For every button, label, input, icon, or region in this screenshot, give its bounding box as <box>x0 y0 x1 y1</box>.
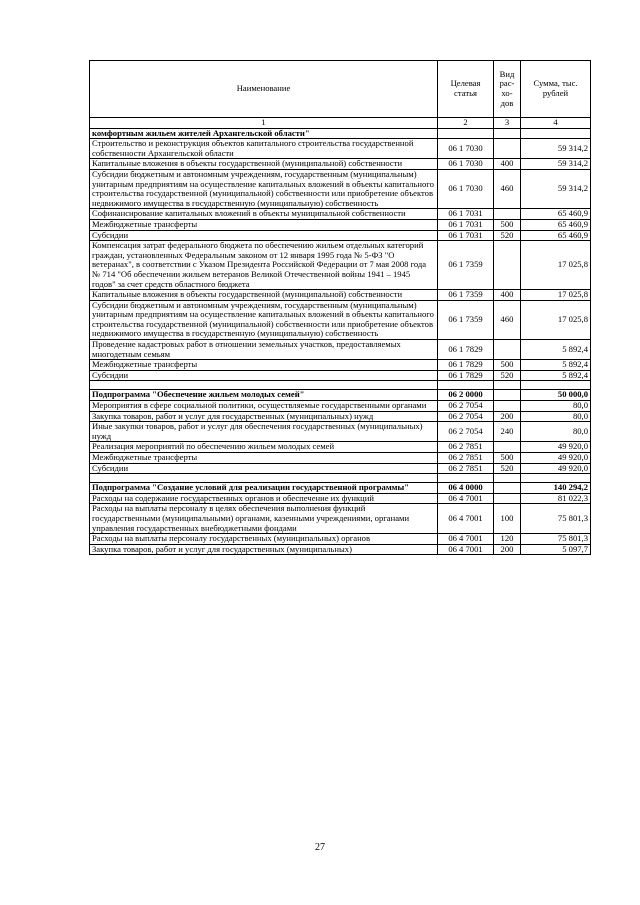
header-vid: Вид рас-хо-дов <box>494 61 521 118</box>
empty-cell <box>494 381 521 390</box>
name-cell: Субсидии <box>90 463 438 474</box>
sum-cell: 50 000,0 <box>521 390 591 401</box>
name-cell: комфортным жильем жителей Архангельской области" <box>90 128 438 139</box>
table-row <box>90 534 591 545</box>
name-cell: Закупка товаров, работ и услуг для государственных (муниципальных) нужд <box>90 411 438 422</box>
vid-cell: 520 <box>494 230 521 241</box>
sum-cell: 75 801,3 <box>521 504 591 534</box>
code-cell: 06 1 7829 <box>438 370 494 381</box>
name-cell: Подпрограмма "Обеспечение жильем молодых семей" <box>90 390 438 401</box>
table-row <box>90 159 591 170</box>
code-cell: 06 2 7851 <box>438 463 494 474</box>
code-cell: 06 1 7030 <box>438 139 494 159</box>
code-cell: 06 4 7001 <box>438 504 494 534</box>
column-number: 2 <box>438 118 494 129</box>
name-cell: Субсидии бюджетным и автономным учреждениям, государственным (муниципальным) унитарным предприятиям на осуществление капитальных вложений в объекты капитального строительства государственной (муниципальной) собственности или приобретение объектов недвижимого имущества в государственную (муниципальную) собственность <box>90 300 438 339</box>
code-cell: 06 1 7829 <box>438 340 494 360</box>
sum-cell: 5 097,7 <box>521 544 591 555</box>
vid-cell <box>494 139 521 159</box>
table-row <box>90 483 591 494</box>
name-cell: Мероприятия в сфере социальной политики, осуществляемые государственными органами <box>90 401 438 412</box>
name-cell: Закупка товаров, работ и услуг для государственных (муниципальных) <box>90 544 438 555</box>
vid-cell: 200 <box>494 544 521 555</box>
code-cell: 06 1 7030 <box>438 159 494 170</box>
table-row <box>90 209 591 220</box>
sum-cell: 75 801,3 <box>521 534 591 545</box>
sum-cell: 59 314,2 <box>521 169 591 208</box>
vid-cell: 120 <box>494 534 521 545</box>
table-header-row <box>90 61 591 118</box>
code-cell: 06 2 7054 <box>438 411 494 422</box>
vid-cell: 500 <box>494 453 521 464</box>
sum-cell <box>521 128 591 139</box>
name-cell: Подпрограмма "Создание условий для реализации государственной программы" <box>90 483 438 494</box>
name-cell: Субсидии <box>90 230 438 241</box>
vid-cell: 400 <box>494 290 521 301</box>
sum-cell: 59 314,2 <box>521 159 591 170</box>
name-cell: Расходы на выплаты персоналу в целях обеспечения выполнения функций государственными (муниципальными) органами, казенными учреждениями, органами управления государственных внебюджетными фондами <box>90 504 438 534</box>
table-row <box>90 139 591 159</box>
sum-cell: 65 460,9 <box>521 230 591 241</box>
vid-cell <box>494 442 521 453</box>
table-row <box>90 463 591 474</box>
sum-cell: 49 920,0 <box>521 453 591 464</box>
table-row <box>90 300 591 339</box>
table-row <box>90 340 591 360</box>
code-cell: 06 1 7359 <box>438 300 494 339</box>
name-cell: Софинансирование капитальных вложений в объекты муниципальной собственности <box>90 209 438 220</box>
vid-cell: 500 <box>494 219 521 230</box>
table-row <box>90 370 591 381</box>
header-name: Наименование <box>90 61 438 118</box>
code-cell: 06 4 0000 <box>438 483 494 494</box>
code-cell: 06 4 7001 <box>438 493 494 504</box>
empty-cell <box>494 474 521 483</box>
code-cell: 06 2 7851 <box>438 442 494 453</box>
code-cell: 06 1 7030 <box>438 169 494 208</box>
code-cell: 06 2 7851 <box>438 453 494 464</box>
vid-cell: 520 <box>494 463 521 474</box>
table-row <box>90 128 591 139</box>
name-cell: Иные закупки товаров, работ и услуг для обеспечения государственных (муниципальных) нужд <box>90 422 438 442</box>
vid-cell: 200 <box>494 411 521 422</box>
vid-cell: 500 <box>494 360 521 371</box>
table-row <box>90 290 591 301</box>
table-row <box>90 401 591 412</box>
vid-cell: 100 <box>494 504 521 534</box>
sum-cell: 17 025,8 <box>521 241 591 290</box>
name-cell: Расходы на выплаты персоналу государственных (муниципальных) органов <box>90 534 438 545</box>
table-row <box>90 230 591 241</box>
vid-cell: 520 <box>494 370 521 381</box>
table-row <box>90 504 591 534</box>
name-cell: Расходы на содержание государственных органов и обеспечение их функций <box>90 493 438 504</box>
sum-cell: 5 892,4 <box>521 370 591 381</box>
vid-cell <box>494 128 521 139</box>
name-cell: Межбюджетные трансферты <box>90 453 438 464</box>
name-cell: Субсидии <box>90 370 438 381</box>
vid-cell <box>494 209 521 220</box>
table-row <box>90 544 591 555</box>
vid-cell: 240 <box>494 422 521 442</box>
name-cell: Компенсация затрат федерального бюджета по обеспечению жильем отдельных категорий граждан, установленных Федеральным законом от 12 января 1995 года № 5-ФЗ "О ветеранах", в соответствии с Указом Президента Российской Федерации от 7 мая 2008 года № 714 "Об обеспечении жильем ветеранов Великой Отечественной войны 1941 – 1945 годов" за счет средств областного бюджета <box>90 241 438 290</box>
code-cell: 06 1 7031 <box>438 219 494 230</box>
table-row <box>90 411 591 422</box>
code-cell: 06 1 7359 <box>438 290 494 301</box>
name-cell: Реализация мероприятий по обеспечению жильем молодых семей <box>90 442 438 453</box>
sum-cell: 65 460,9 <box>521 219 591 230</box>
code-cell: 06 4 7001 <box>438 534 494 545</box>
table-row <box>90 493 591 504</box>
page-number: 27 <box>315 842 325 853</box>
name-cell: Проведение кадастровых работ в отношении земельных участков, предоставляемых многодетным семьям <box>90 340 438 360</box>
vid-cell <box>494 340 521 360</box>
name-cell: Субсидии бюджетным и автономным учреждениям, государственным (муниципальным) унитарным предприятиям на осуществление капитальных вложений в объекты капитального строительства государственной (муниципальной) собственности или приобретение объектов недвижимого имущества в государственную (муниципальную) собственность <box>90 169 438 208</box>
budget-table <box>89 60 591 555</box>
vid-cell: 460 <box>494 169 521 208</box>
sum-cell: 49 920,0 <box>521 442 591 453</box>
code-cell: 06 2 7054 <box>438 422 494 442</box>
table-row <box>90 169 591 208</box>
sum-cell: 5 892,4 <box>521 360 591 371</box>
vid-cell <box>494 483 521 494</box>
code-cell: 06 4 7001 <box>438 544 494 555</box>
vid-cell <box>494 493 521 504</box>
name-cell: Капитальные вложения в объекты государственной (муниципальной) собственности <box>90 290 438 301</box>
header-code: Целевая статья <box>438 61 494 118</box>
table-row <box>90 219 591 230</box>
sum-cell: 81 022,3 <box>521 493 591 504</box>
name-cell: Капитальные вложения в объекты государственной (муниципальной) собственности <box>90 159 438 170</box>
column-number: 3 <box>494 118 521 129</box>
column-number: 4 <box>521 118 591 129</box>
sum-cell: 17 025,8 <box>521 290 591 301</box>
header-sum: Сумма, тыс. рублей <box>521 61 591 118</box>
code-cell <box>438 128 494 139</box>
table-row <box>90 241 591 290</box>
name-cell: Строительство и реконструкция объектов капитального строительства государственной собственности Архангельской области <box>90 139 438 159</box>
column-number: 1 <box>90 118 438 129</box>
sum-cell: 80,0 <box>521 411 591 422</box>
sum-cell: 80,0 <box>521 401 591 412</box>
vid-cell <box>494 390 521 401</box>
sum-cell: 17 025,8 <box>521 300 591 339</box>
code-cell: 06 2 7054 <box>438 401 494 412</box>
table-row <box>90 442 591 453</box>
sum-cell: 140 294,2 <box>521 483 591 494</box>
code-cell: 06 1 7359 <box>438 241 494 290</box>
sum-cell: 65 460,9 <box>521 209 591 220</box>
vid-cell <box>494 401 521 412</box>
vid-cell: 400 <box>494 159 521 170</box>
code-cell: 06 2 0000 <box>438 390 494 401</box>
table-row <box>90 422 591 442</box>
vid-cell: 460 <box>494 300 521 339</box>
code-cell: 06 1 7829 <box>438 360 494 371</box>
sum-cell: 5 892,4 <box>521 340 591 360</box>
column-number-row <box>90 118 591 129</box>
name-cell: Межбюджетные трансферты <box>90 360 438 371</box>
code-cell: 06 1 7031 <box>438 209 494 220</box>
table-row <box>90 453 591 464</box>
sum-cell: 49 920,0 <box>521 463 591 474</box>
table-row <box>90 360 591 371</box>
sum-cell: 80,0 <box>521 422 591 442</box>
table-row <box>90 390 591 401</box>
code-cell: 06 1 7031 <box>438 230 494 241</box>
name-cell: Межбюджетные трансферты <box>90 219 438 230</box>
sum-cell: 59 314,2 <box>521 139 591 159</box>
vid-cell <box>494 241 521 290</box>
